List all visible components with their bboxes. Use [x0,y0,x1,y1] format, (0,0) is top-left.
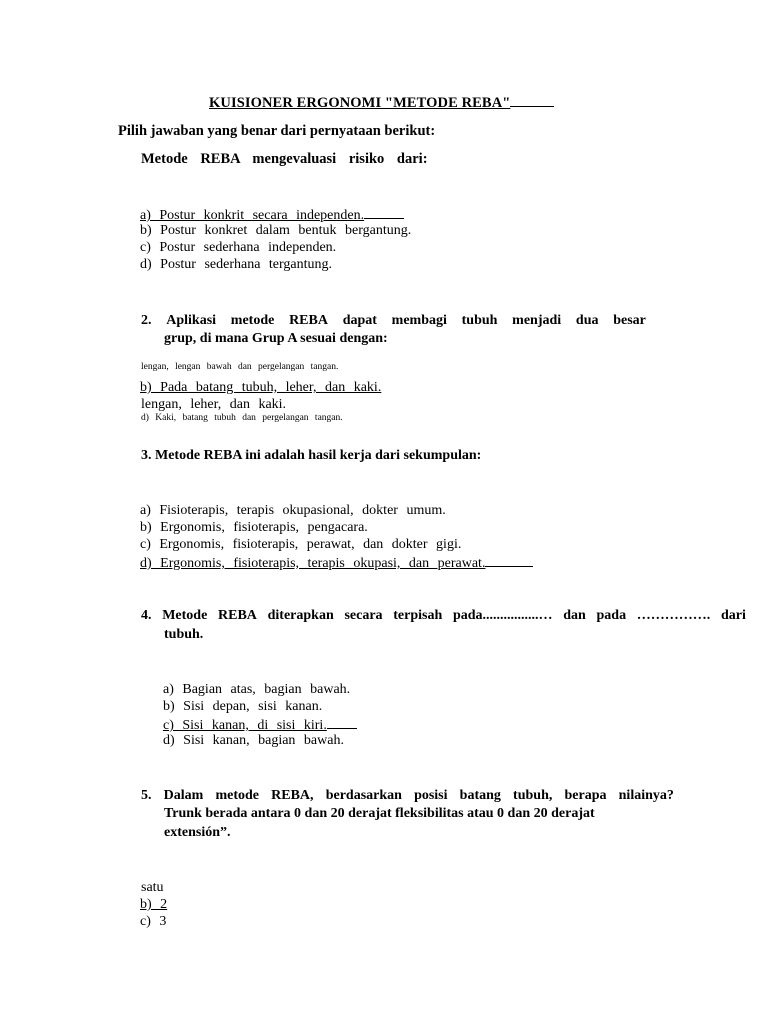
q4-word: REBA [218,608,257,623]
question-word: besar [613,313,646,328]
q4-word: dari [720,608,746,623]
question-word: REBA [289,313,328,328]
question-2-option-c[interactable]: lengan, leher, dan kaki. [141,397,287,412]
question-5-line-2: Trunk berada antara 0 dan 20 derajat fleksibilitas atau 0 dan 20 derajat [164,806,595,821]
question-2-line-2: grup, di mana Grup A sesuai dengan: [164,331,388,346]
question-1-option-d[interactable]: d) Postur sederhana tergantung. [140,257,333,272]
page-title: KUISIONER ERGONOMI "METODE REBA" [209,95,554,112]
question-1-option-a[interactable]: a) Postur konkrit secara independen. [140,206,404,224]
question-word: dua [575,313,599,328]
question-word: menjadi [512,313,562,328]
question-word: 2. [141,313,152,328]
question-word: nilainya? [618,788,674,803]
question-3-option-a[interactable]: a) Fisioterapis, terapis okupasional, dokter umum. [140,503,446,518]
question-4-option-a[interactable]: a) Bagian atas, bagian bawah. [163,682,351,697]
instruction-text: Pilih jawaban yang benar dari pernyataan berikut: [118,123,436,139]
q4-word: Metode [162,608,208,623]
question-word: Dalam [163,788,204,803]
question-word: tubuh, [513,788,553,803]
question-4-option-d[interactable]: d) Sisi kanan, bagian bawah. [163,733,344,748]
question-word: dapat [342,313,377,328]
question-3-text: 3. Metode REBA ini adalah hasil kerja dari sekumpulan: [141,448,482,463]
question-5-option-b[interactable]: b) 2 [140,897,168,912]
question-4-line-1 [141,608,746,624]
question-word: membagi [391,313,447,328]
q4-word: diterapkan [267,608,334,623]
question-1-option-c[interactable]: c) Postur sederhana independen. [140,240,337,255]
question-5-option-a[interactable]: satu [141,880,164,895]
question-word: berdasarkan [325,788,402,803]
question-2-line-1 [141,313,646,329]
question-4-option-c[interactable]: c) Sisi kanan, di sisi kiri. [163,716,357,734]
question-2-option-d[interactable]: d) Kaki, batang tubuh dan pergelangan tangan. [141,413,343,423]
question-4-line-2: tubuh. [164,627,204,642]
q4-word: terpisah [393,608,443,623]
question-word: tubuh [461,313,498,328]
question-1-text: Metode REBA mengevaluasi risiko dari: [141,151,428,167]
question-5-line-1 [141,788,674,804]
q4-word: 4. [141,608,152,623]
question-word: metode [215,788,259,803]
question-word: metode [230,313,275,328]
question-word: REBA, [271,788,314,803]
q4-blank-1: pada................… [452,608,553,623]
question-3-option-b[interactable]: b) Ergonomis, fisioterapis, pengacara. [140,520,368,535]
question-word: berapa [564,788,607,803]
question-3-option-c[interactable]: c) Ergonomis, fisioterapis, perawat, dan dokter gigi. [140,537,462,552]
q4-blank-2: ……………. [636,608,711,623]
question-1-option-b[interactable]: b) Postur konkret dalam bentuk bergantung. [140,223,412,238]
title-underline [510,95,554,107]
question-word: posisi [414,788,448,803]
question-word: batang [459,788,501,803]
question-5-line-3: extensión”. [164,825,231,840]
question-5-option-c[interactable]: c) 3 [140,914,167,929]
question-word: 5. [141,788,152,803]
q4-word: pada [596,608,627,623]
question-2-option-a[interactable]: lengan, lengan bawah dan pergelangan tangan. [141,362,339,372]
question-4-option-b[interactable]: b) Sisi depan, sisi kanan. [163,699,323,714]
q4-word: dan [563,608,586,623]
question-word: Aplikasi [166,313,217,328]
question-3-option-d[interactable]: d) Ergonomis, fisioterapis, terapis okupasi, dan perawat. [140,554,533,572]
question-2-option-b[interactable]: b) Pada batang tubuh, leher, dan kaki. [140,380,382,395]
q4-word: secara [344,608,383,623]
